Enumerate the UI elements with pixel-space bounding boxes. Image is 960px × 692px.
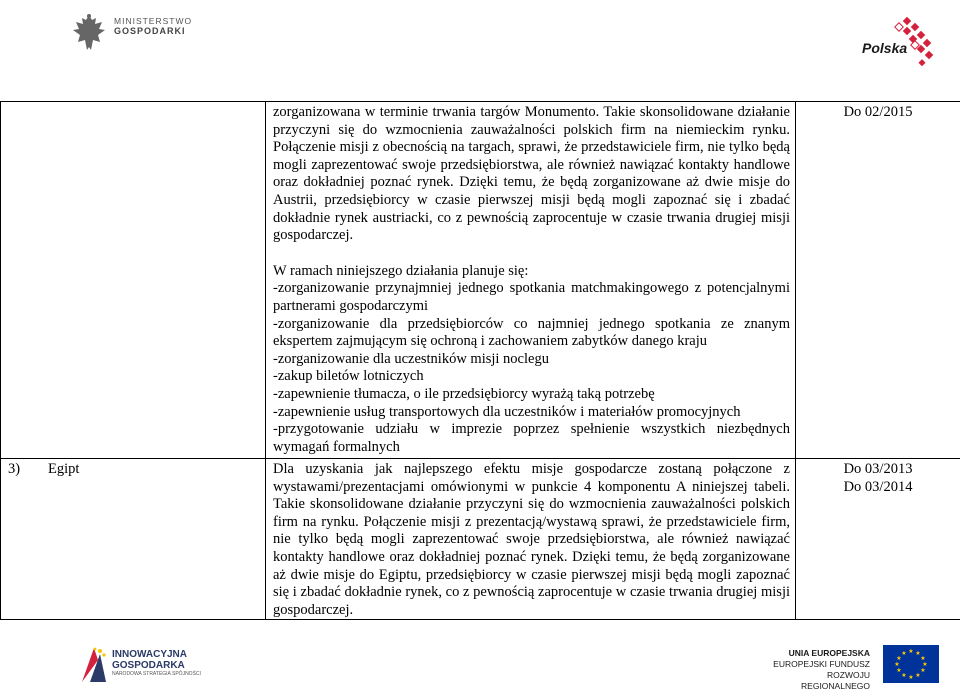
eu-flag-icon — [883, 645, 939, 683]
description-paragraph: Dla uzyskania jak najlepszego efektu misje gospodarcze zostaną połączone z wystawami/prezentacjami omówionymi w punkcie 4 komponentu A niniejszej tabeli. Takie skonsolidowane działanie przyczyni się do wzmocnienia zauważalności polskich firm na rynku. Połączenie misji z prezentacją/wystawą sprawi, że przedstawiciele firm, nie tylko będą mogli zaprezentować swoje przedsiębiorstwa, ale również nawiązać kontakty handlowe oraz dokładniej poznać rynek. Dzięki temu, że będą zorganizowane aż dwie misje do Egiptu, przedsiębiorcy w czasie pierwszej misji będą mogli zapoznać się i zbadać dokładnie rynek, co z pewnością zaprocentuje w czasie trwania drugiej misji gospodarczej. — [273, 461, 790, 619]
svg-text:★: ★ — [920, 667, 925, 674]
plan-item: -zapewnienie tłumacza, o ile przedsiębiorcy wyrażą taką potrzebę — [273, 386, 790, 404]
plan-intro: W ramach niniejszego działania planuje się: — [273, 263, 790, 281]
country-cell — [1, 102, 266, 459]
country-name: Egipt — [48, 461, 79, 477]
svg-text:★: ★ — [908, 648, 913, 655]
svg-text:★: ★ — [915, 672, 920, 679]
page-header — [0, 0, 960, 95]
plan-item: -zorganizowanie przynajmniej jednego spotkania matchmakingowego z potencjalnymi partnerami gospodarczymi — [273, 280, 790, 315]
ministry-line2: GOSPODARKI — [114, 26, 192, 36]
ig-emblem-icon — [80, 646, 108, 684]
ig-line3: NARODOWA STRATEGIA SPÓJNOŚCI — [112, 671, 201, 678]
description-cell — [266, 459, 796, 620]
polska-wordmark: Polska — [862, 40, 907, 56]
table-row — [1, 102, 960, 459]
mission-table — [0, 101, 960, 620]
description-paragraph: zorganizowana w terminie trwania targów Monumento. Takie skonsolidowane działanie przyczyni się do wzmocnienia zauważalności polskich firm na niemieckim rynku. Połączenie misji z obecnością na targach, sprawi, że przedstawiciele firm, nie tylko będą mogli zaprezentować swoje przedsiębiorstwa, ale również nawiązać kontakty handlowe oraz dokładniej poznać rynek. Dzięki temu, że będą zorganizowane aż dwie misje do Austrii, przedsiębiorcy w czasie pierwszej misji będą mogli zapoznać się i zbadać dokładnie rynek austriacki, co z pewnością zaprocentuje w czasie trwania drugiej misji gospodarczej. — [273, 104, 790, 245]
ue-line1: UNIA EUROPEJSKA — [770, 648, 870, 659]
deadline-cell — [796, 102, 960, 459]
svg-text:★: ★ — [922, 661, 927, 668]
plan-item: -zapewnienie usług transportowych dla uczestników i materiałów promocyjnych — [273, 404, 790, 422]
svg-text:★: ★ — [894, 661, 899, 668]
svg-text:★: ★ — [896, 655, 901, 662]
description-cell — [266, 102, 796, 459]
plan-item: -zorganizowanie dla przedsiębiorców co najmniej jednego spotkania ze znanym ekspertem zajmującym się ochroną i zachowaniem zabytków danego kraju — [273, 316, 790, 351]
eagle-emblem-icon — [70, 12, 108, 54]
country-number: 3) — [8, 461, 48, 479]
plan-item: -przygotowanie udziału w imprezie poprzez spełnienie wszystkich niezbędnych wymagań formalnych — [273, 421, 790, 456]
plan-item: -zorganizowanie dla uczestników misji noclegu — [273, 351, 790, 369]
deadline-value: Do 03/2014 — [796, 479, 960, 497]
ig-line2: GOSPODARKA — [112, 660, 201, 671]
ministry-line1: MINISTERSTWO — [114, 16, 192, 26]
ue-line3: ROZWOJU REGIONALNEGO — [770, 670, 870, 692]
page-footer — [0, 612, 960, 686]
svg-text:★: ★ — [908, 674, 913, 681]
ue-line2: EUROPEJSKI FUNDUSZ — [770, 659, 870, 670]
ig-line1: INNOWACYJNA — [112, 649, 201, 660]
eu-logo — [770, 645, 940, 685]
country-cell — [1, 459, 266, 620]
svg-text:★: ★ — [920, 655, 925, 662]
svg-text:★: ★ — [901, 672, 906, 679]
table-row — [1, 459, 960, 620]
ministry-logo — [70, 12, 180, 54]
eu-stars-icon — [883, 645, 939, 683]
polska-logo — [860, 14, 940, 74]
plan-item: -zakup biletów lotniczych — [273, 368, 790, 386]
innowacyjna-gospodarka-logo — [80, 646, 210, 686]
deadline-cell — [796, 459, 960, 620]
deadline-value: Do 02/2015 — [796, 104, 960, 122]
svg-text:★: ★ — [901, 650, 906, 657]
svg-text:★: ★ — [896, 667, 901, 674]
svg-text:★: ★ — [915, 650, 920, 657]
deadline-value: Do 03/2013 — [796, 461, 960, 479]
